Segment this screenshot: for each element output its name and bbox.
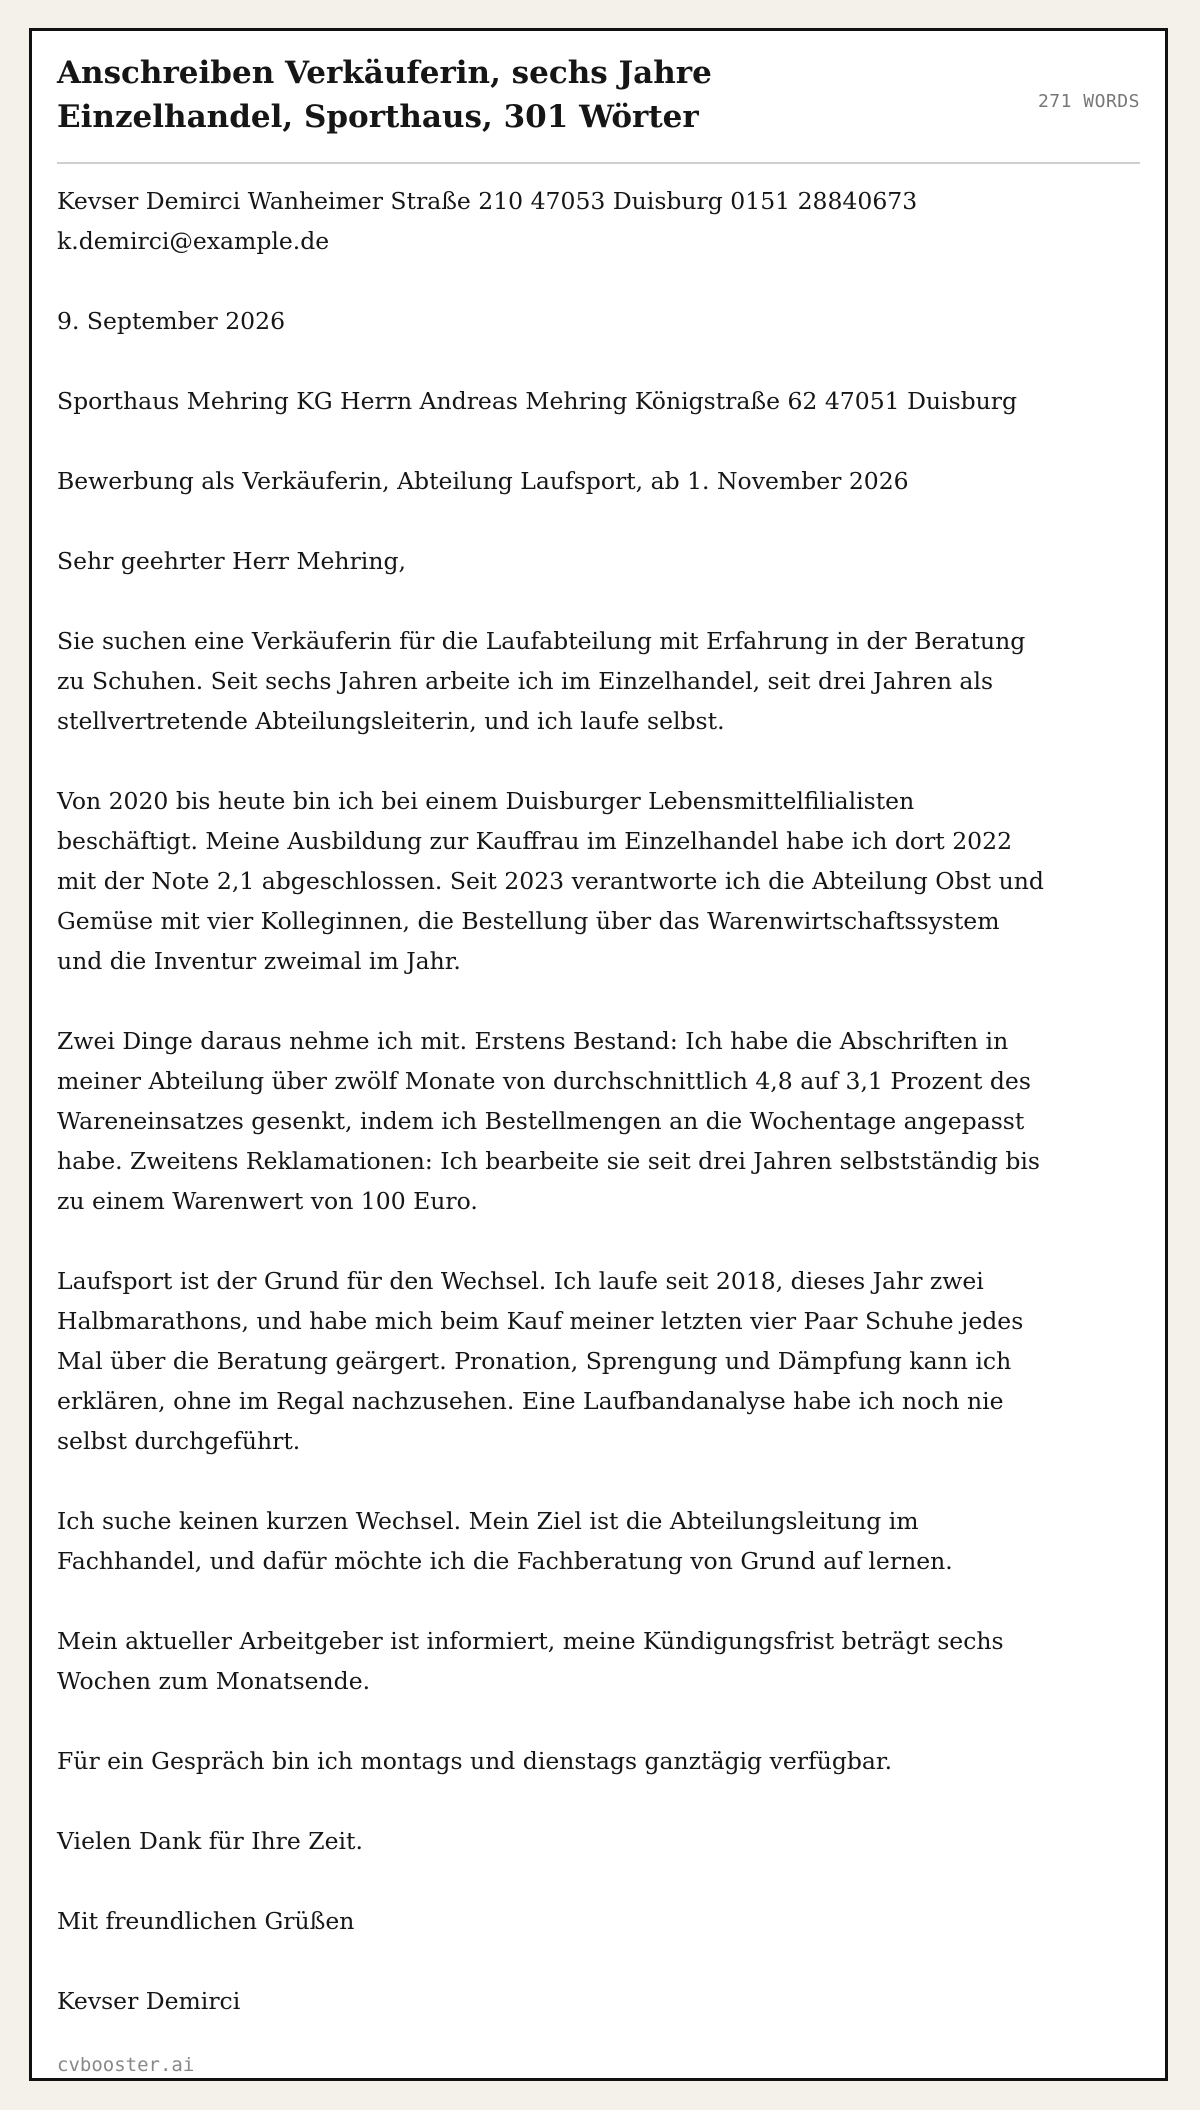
signature: Kevser Demirci: [57, 1987, 241, 2015]
letter-card: [29, 28, 1168, 2081]
footer-brand: cvbooster.ai: [57, 2054, 195, 2076]
body-paragraph: Sie suchen eine Verkäuferin für die Laufabteilung mit Erfahrung in der Beratung zu Schuhen. Seit sechs Jahren arbeite ich im Einzelhandel, seit drei Jahren als stellvertretende Abteilungsleiterin, und ich laufe selbst.: [57, 627, 1026, 735]
body-paragraph: Für ein Gespräch bin ich montags und dienstags ganztägig verfügbar.: [57, 1747, 893, 1775]
letter-body: [57, 181, 1047, 2061]
body-paragraph: Laufsport ist der Grund für den Wechsel. Ich laufe seit 2018, dieses Jahr zwei Halbmarathons, und habe mich beim Kauf meiner letzten vier Paar Schuhe jedes Mal über die Beratung geärgert. Pronation, Sprengung und Dämpfung kann ich erklären, ohne im Regal nachzusehen. Eine Laufbandanalyse habe ich noch nie selbst durchgeführt.: [57, 1267, 1024, 1455]
document-header: [57, 51, 1140, 139]
sender-block: Kevser Demirci Wanheimer Straße 210 47053 Duisburg 0151 28840673 k.demirci@example.de: [57, 187, 918, 255]
letter-subject: Bewerbung als Verkäuferin, Abteilung Laufsport, ab 1. November 2026: [57, 467, 909, 495]
closing: Mit freundlichen Grüßen: [57, 1907, 355, 1935]
body-paragraph: Zwei Dinge daraus nehme ich mit. Erstens Bestand: Ich habe die Abschriften in meiner Abteilung über zwölf Monate von durchschnittlich 4,8 auf 3,1 Prozent des Wareneinsatzes gesenkt, indem ich Bestellmengen an die Wochentage angepasst habe. Zweitens Reklamationen: Ich bearbeite sie seit drei Jahren selbstständig bis zu einem Warenwert von 100 Euro.: [57, 1027, 1040, 1215]
salutation: Sehr geehrter Herr Mehring,: [57, 547, 406, 575]
recipient-block: Sporthaus Mehring KG Herrn Andreas Mehring Königstraße 62 47051 Duisburg: [57, 387, 1018, 415]
body-paragraph: Mein aktueller Arbeitgeber ist informiert, meine Kündigungsfrist beträgt sechs Wochen zum Monatsende.: [57, 1627, 1004, 1695]
body-paragraph: Vielen Dank für Ihre Zeit.: [57, 1827, 363, 1855]
header-divider: [57, 162, 1140, 164]
word-count-label: 271 WORDS: [1037, 91, 1140, 112]
body-paragraph: Von 2020 bis heute bin ich bei einem Duisburger Lebensmittelfilialisten beschäftigt. Meine Ausbildung zur Kauffrau im Einzelhandel habe ich dort 2022 mit der Note 2,1 abgeschlossen. Seit 2023 verantworte ich die Abteilung Obst und Gemüse mit vier Kolleginnen, die Bestellung über das Warenwirtschaftssystem und die Inventur zweimal im Jahr.: [57, 787, 1044, 975]
body-paragraph: Ich suche keinen kurzen Wechsel. Mein Ziel ist die Abteilungsleitung im Fachhandel, und dafür möchte ich die Fachberatung von Grund auf lernen.: [57, 1507, 953, 1575]
document-title: Anschreiben Verkäuferin, sechs Jahre Einzelhandel, Sporthaus, 301 Wörter: [57, 55, 712, 135]
letter-date: 9. September 2026: [57, 307, 286, 335]
